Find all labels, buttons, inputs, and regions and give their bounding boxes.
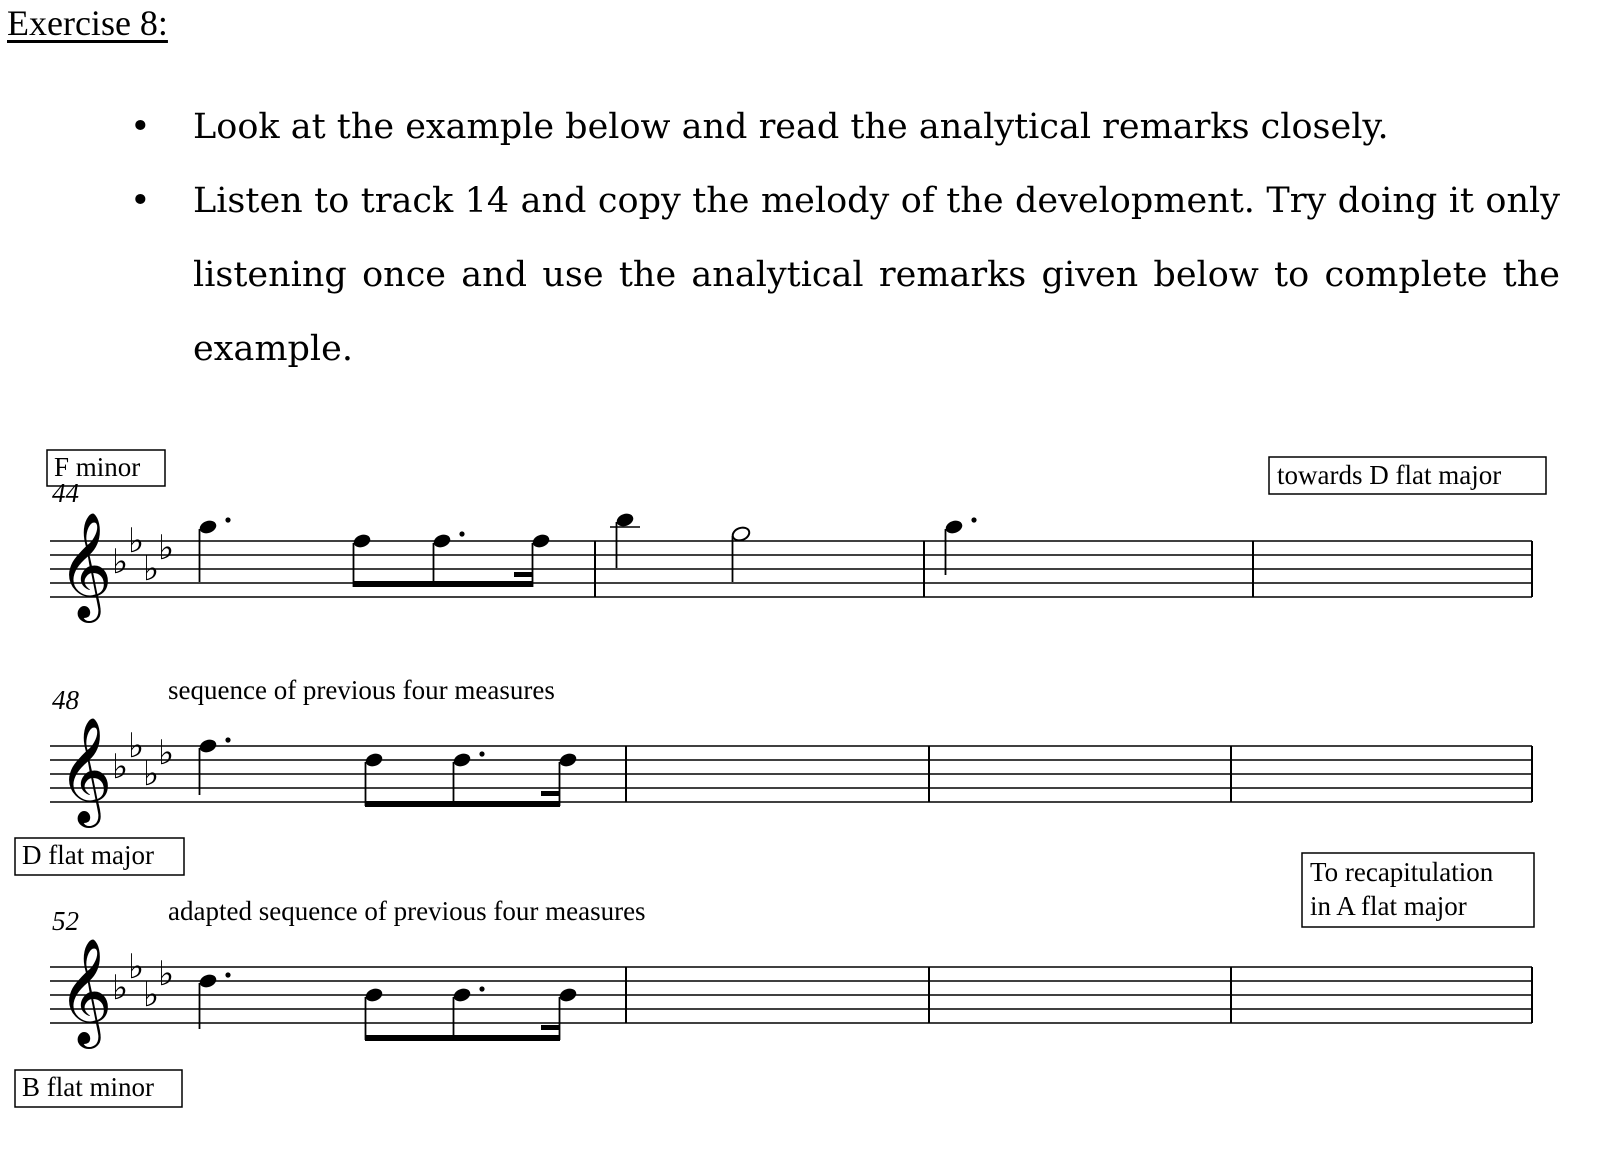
- dot: [225, 737, 230, 742]
- beam: [353, 581, 533, 587]
- note-head: [558, 986, 578, 1003]
- note-head: [364, 751, 384, 768]
- instruction-text: Listen to track 14 and copy the melody of the development. Try doing it only listening once and use the analytical remarks given below to complete the example.: [193, 181, 1560, 369]
- note-head: [615, 511, 635, 528]
- beam: [541, 1025, 560, 1030]
- dot: [459, 531, 464, 536]
- key-label-b-flat-minor: B flat minor: [22, 1072, 154, 1102]
- beam: [365, 1035, 560, 1041]
- flat-icon: ♭: [112, 747, 129, 787]
- note-head: [531, 532, 551, 549]
- flat-icon: ♭: [158, 528, 175, 568]
- staff-lines: [50, 541, 1532, 597]
- instruction-text: Look at the example below and read the analytical remarks closely.: [193, 107, 1389, 147]
- note-head: [432, 532, 452, 549]
- note-head: [352, 532, 372, 549]
- flat-icon: ♭: [143, 754, 160, 794]
- analytical-remark: adapted sequence of previous four measures: [168, 896, 646, 926]
- note-head: [944, 518, 964, 535]
- beam: [365, 801, 560, 807]
- analytical-remark: sequence of previous four measures: [168, 675, 555, 705]
- flat-icon: ♭: [128, 726, 145, 766]
- flat-icon: ♭: [112, 542, 129, 582]
- key-signature-flats: [112, 947, 174, 1015]
- system-2: [15, 675, 1532, 875]
- measure-number: 44: [52, 478, 79, 508]
- measure-44-notes: [198, 517, 551, 587]
- treble-clef-icon: 𝄞: [58, 937, 113, 1044]
- key-label-towards-d-flat: towards D flat major: [1277, 460, 1502, 490]
- note-head: [558, 751, 578, 768]
- bullet-icon: •: [130, 107, 151, 147]
- dot: [479, 751, 484, 756]
- beam: [541, 791, 560, 796]
- key-signature-flats: [112, 521, 174, 589]
- treble-clef-icon: 𝄞: [58, 716, 113, 823]
- bullet-icon: •: [130, 181, 151, 221]
- measure-number: 48: [52, 685, 79, 715]
- note-head: [452, 986, 472, 1003]
- measure-48-notes: [198, 737, 578, 807]
- staff-lines: [50, 746, 1532, 802]
- key-label-d-flat-major: D flat major: [22, 840, 154, 870]
- dot: [479, 986, 484, 991]
- key-label-recap-line-2: in A flat major: [1310, 891, 1467, 921]
- exercise-title: Exercise 8:: [7, 3, 168, 43]
- note-head: [452, 751, 472, 768]
- treble-clef-icon: 𝄞: [58, 511, 113, 618]
- flat-icon: ♭: [128, 521, 145, 561]
- flat-icon: ♭: [143, 975, 160, 1015]
- key-label-recap-line-1: To recapitulation: [1310, 857, 1494, 887]
- beam: [514, 572, 533, 577]
- key-label-f-minor: F minor: [54, 452, 141, 482]
- note-head: [731, 525, 751, 542]
- flat-icon: ♭: [112, 968, 129, 1008]
- flat-icon: ♭: [158, 954, 175, 994]
- flat-icon: ♭: [143, 549, 160, 589]
- dot: [225, 972, 230, 977]
- measure-46-notes: [944, 517, 977, 575]
- note-head: [198, 737, 218, 754]
- note-head: [198, 972, 218, 989]
- key-signature-flats: [112, 726, 174, 794]
- system-3: [15, 853, 1534, 1107]
- flat-icon: ♭: [128, 947, 145, 987]
- note-head: [364, 986, 384, 1003]
- staff-lines: [50, 967, 1532, 1023]
- note-head: [198, 518, 218, 535]
- measure-number: 52: [52, 906, 79, 936]
- flat-icon: ♭: [158, 733, 175, 773]
- dot: [971, 517, 976, 522]
- dot: [225, 517, 230, 522]
- measure-45-notes: [610, 511, 751, 582]
- measure-52-notes: [198, 972, 578, 1041]
- system-1: [47, 450, 1546, 623]
